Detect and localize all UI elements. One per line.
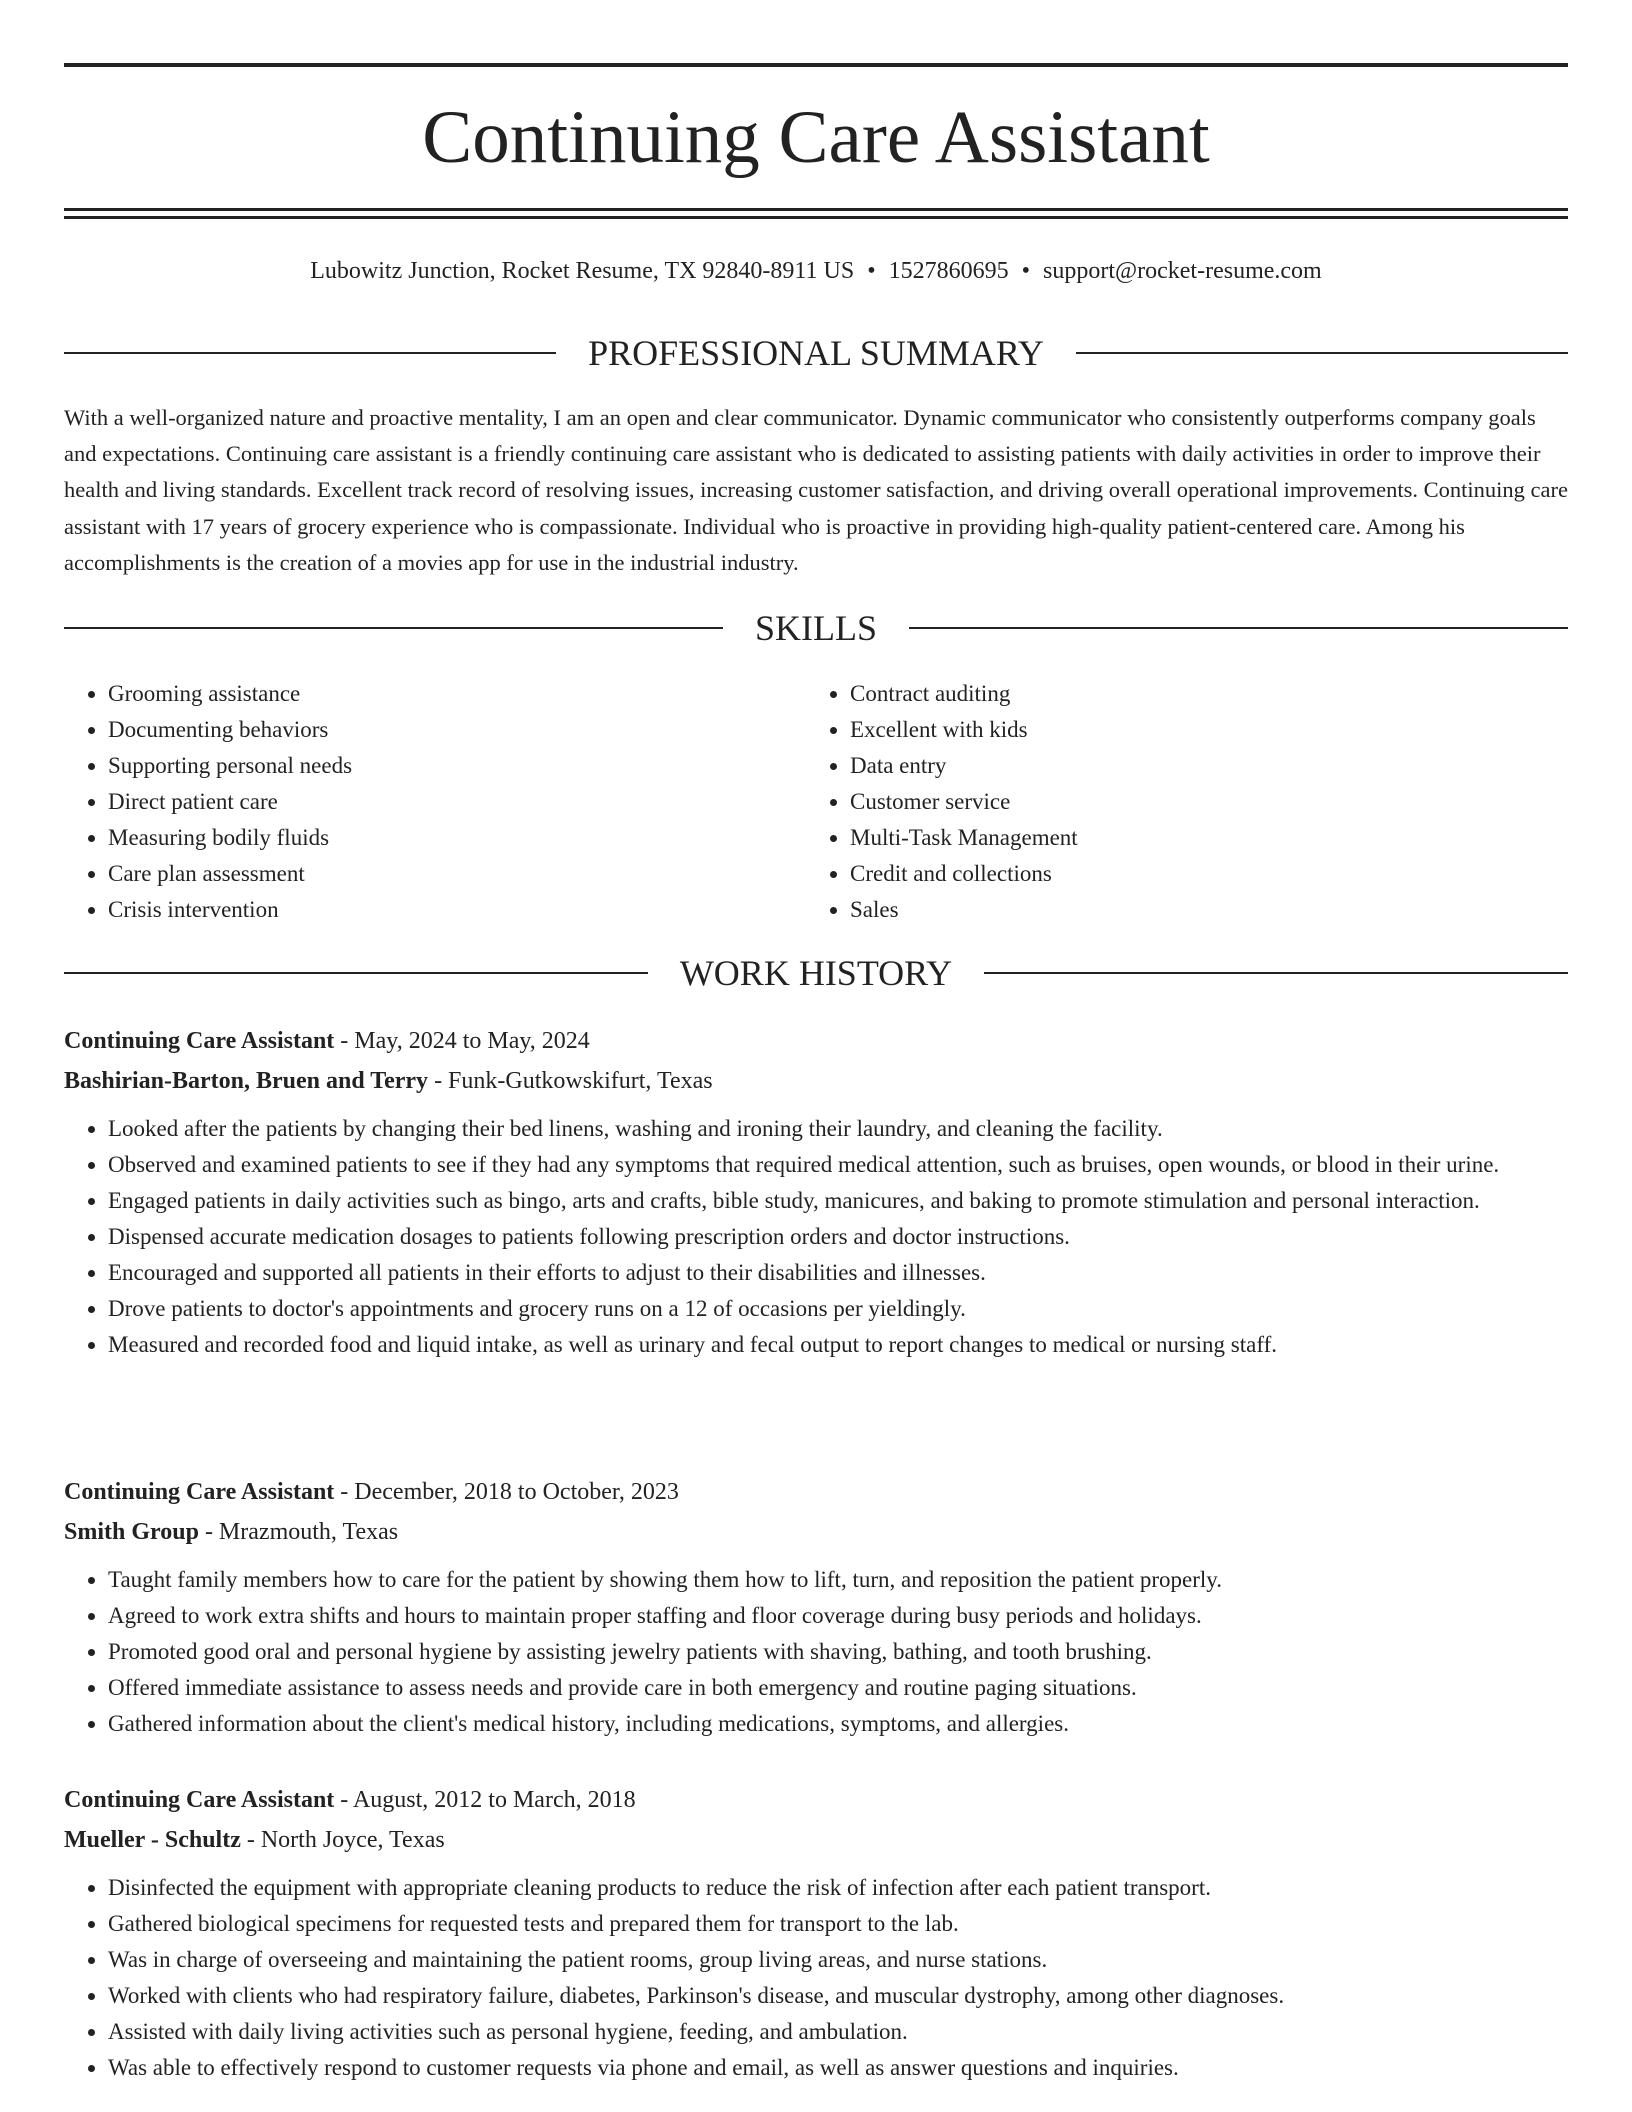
contact-phone: 1527860695 xyxy=(888,258,1009,284)
job-bullet: • Looked after the patients by changing their bed linens, washing and ironing their laundry, and cleaning the facility. xyxy=(108,1111,1568,1147)
skill-item: • Data entry xyxy=(850,748,1548,784)
job-title-line xyxy=(64,1472,1568,1512)
header-bottom-rule-2 xyxy=(64,216,1568,219)
job-bullet: • Was in charge of overseeing and maintaining the patient rooms, group living areas, and nurse stations. xyxy=(108,1942,1568,1978)
job-company-line xyxy=(64,1061,1568,1101)
section-rule-right xyxy=(1076,352,1568,354)
job-bullet: • Gathered biological specimens for requested tests and prepared them for transport to the lab. xyxy=(108,1906,1568,1942)
section-title: PROFESSIONAL SUMMARY xyxy=(588,333,1044,373)
job-dates: - December, 2018 to October, 2023 xyxy=(334,1479,679,1505)
section-rule-left xyxy=(64,352,556,354)
contact-email[interactable]: support@rocket-resume.com xyxy=(1043,258,1322,284)
job-dates: - August, 2012 to March, 2018 xyxy=(334,1787,636,1813)
skill-item: • Measuring bodily fluids xyxy=(108,820,806,856)
work-heading xyxy=(64,951,1568,995)
skills-column-right xyxy=(806,676,1548,928)
job-bullet: • Measured and recorded food and liquid intake, as well as urinary and fecal output to report changes to medical or nursing staff. xyxy=(108,1327,1568,1363)
skill-item: • Supporting personal needs xyxy=(108,748,806,784)
skills-column-left xyxy=(64,676,806,928)
job-company: Mueller - Schultz xyxy=(64,1827,241,1853)
section-rule-right xyxy=(984,972,1568,974)
job-company-line xyxy=(64,1820,1568,1860)
job-bullet: • Dispensed accurate medication dosages to patients following prescription orders and doctor instructions. xyxy=(108,1219,1568,1255)
section-rule-left xyxy=(64,627,723,629)
job-dates: - May, 2024 to May, 2024 xyxy=(334,1028,590,1054)
section-title: SKILLS xyxy=(755,608,878,648)
job-bullet: • Drove patients to doctor's appointments and grocery runs on a 12 of occasions per yieldingly. xyxy=(108,1291,1568,1327)
skill-item: • Multi-Task Management xyxy=(850,820,1548,856)
skills-list xyxy=(64,676,1568,928)
job-company-line xyxy=(64,1512,1568,1552)
contact-address: Lubowitz Junction, Rocket Resume, TX 92840-8911 US xyxy=(310,258,855,284)
job-title-line xyxy=(64,1021,1568,1061)
section-rule-left xyxy=(64,972,648,974)
job-bullet: • Worked with clients who had respiratory failure, diabetes, Parkinson's disease, and muscular dystrophy, among other diagnoses. xyxy=(108,1978,1568,2014)
skills-heading xyxy=(64,606,1568,650)
skill-item: • Grooming assistance xyxy=(108,676,806,712)
resume-name: Continuing Care Assistant xyxy=(422,96,1210,179)
skill-item: • Crisis intervention xyxy=(108,892,806,928)
header-bottom-rule xyxy=(64,208,1568,211)
header-top-rule xyxy=(64,63,1568,67)
job-bullets xyxy=(64,1111,1568,1363)
contact-separator: • xyxy=(1021,258,1031,284)
job-bullet: • Encouraged and supported all patients in their efforts to adjust to their disabilities and illnesses. xyxy=(108,1255,1568,1291)
skill-item: • Documenting behaviors xyxy=(108,712,806,748)
summary-heading xyxy=(64,331,1568,375)
job-location: - North Joyce, Texas xyxy=(240,1827,445,1853)
job-bullet: • Assisted with daily living activities such as personal hygiene, feeding, and ambulation. xyxy=(108,2014,1568,2050)
skill-item: • Customer service xyxy=(850,784,1548,820)
job-title: Continuing Care Assistant xyxy=(64,1479,335,1505)
job-title-line xyxy=(64,1780,1568,1820)
job-bullet: • Offered immediate assistance to assess needs and provide care in both emergency and routine paging situations. xyxy=(108,1670,1568,1706)
job-entry xyxy=(64,1021,1568,1363)
contact-separator: • xyxy=(867,258,876,284)
skill-item: • Sales xyxy=(850,892,1548,928)
job-company: Bashirian-Barton, Bruen and Terry xyxy=(64,1068,429,1094)
job-location: - Funk-Gutkowskifurt, Texas xyxy=(428,1068,713,1094)
job-company: Smith Group xyxy=(64,1519,199,1545)
job-bullet: • Was able to effectively respond to customer requests via phone and email, as well as answer questions and inquiries. xyxy=(108,2050,1568,2086)
skill-item: • Care plan assessment xyxy=(108,856,806,892)
contact-line xyxy=(64,254,1568,288)
summary-text: With a well-organized nature and proactive mentality, I am an open and clear communicator. Dynamic communicator who consistently outperforms company goals and expectations. Continuing care assistant is a friendly continuing care assistant who is dedicated to assisting patients with daily activities in order to improve their health and living standards. Excellent track record of resolving issues, increasing customer satisfaction, and driving overall operational improvements. Continuing care assistant with 17 years of grocery experience who is compassionate. Individual who is proactive in providing high-quality patient-centered care. Among his accomplishments is the creation of a movies app for use in the industrial industry. xyxy=(64,405,1568,575)
job-bullet: • Taught family members how to care for the patient by showing them how to lift, turn, and reposition the patient properly. xyxy=(108,1562,1568,1598)
skill-item: • Contract auditing xyxy=(850,676,1548,712)
job-bullet: • Agreed to work extra shifts and hours to maintain proper staffing and floor coverage during busy periods and holidays. xyxy=(108,1598,1568,1634)
section-rule-right xyxy=(909,627,1568,629)
skill-item: • Direct patient care xyxy=(108,784,806,820)
job-location: - Mrazmouth, Texas xyxy=(198,1519,399,1545)
job-bullets xyxy=(64,1870,1568,2086)
section-title: WORK HISTORY xyxy=(679,953,953,993)
job-bullet: • Gathered information about the client's medical history, including medications, symptoms, and allergies. xyxy=(108,1706,1568,1742)
job-bullets xyxy=(64,1562,1568,1742)
job-bullet: • Observed and examined patients to see if they had any symptoms that required medical attention, such as bruises, open wounds, or blood in their urine. xyxy=(108,1147,1568,1183)
skill-item: • Credit and collections xyxy=(850,856,1548,892)
job-bullet: • Promoted good oral and personal hygiene by assisting jewelry patients with shaving, bathing, and tooth brushing. xyxy=(108,1634,1568,1670)
job-bullet: • Engaged patients in daily activities such as bingo, arts and crafts, bible study, manicures, and baking to promote stimulation and personal interaction. xyxy=(108,1183,1568,1219)
job-title: Continuing Care Assistant xyxy=(64,1787,335,1813)
job-entry xyxy=(64,1780,1568,2086)
skill-item: • Excellent with kids xyxy=(850,712,1548,748)
job-title: Continuing Care Assistant xyxy=(64,1028,335,1054)
job-entry xyxy=(64,1472,1568,1742)
job-bullet: • Disinfected the equipment with appropriate cleaning products to reduce the risk of infection after each patient transport. xyxy=(108,1870,1568,1906)
